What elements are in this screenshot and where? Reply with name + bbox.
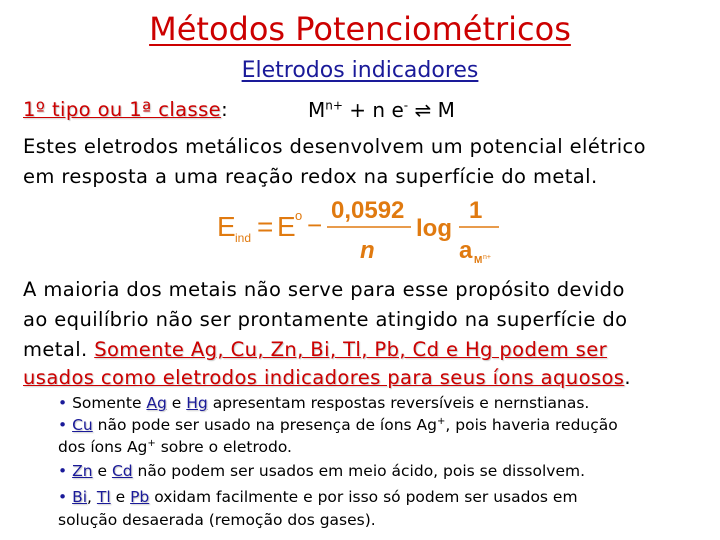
- bullet-bi-tl-pb: [58, 488, 578, 506]
- element-cd: Cd: [111, 462, 133, 480]
- paragraph-line-4-end: .: [624, 366, 631, 389]
- page-subtitle: Eletrodos indicadores: [241, 58, 479, 83]
- bullet-text: e: [92, 462, 112, 480]
- formula-minus: −: [307, 210, 323, 240]
- bullet-text: ,: [87, 488, 97, 506]
- bullet-text: oxidam facilmente e por isso só podem ser usados em: [149, 488, 578, 506]
- bullet-text: não pode ser usado na presença de íons Ag: [92, 416, 437, 435]
- element-tl: Tl: [96, 488, 111, 506]
- paragraph-line-3: [23, 338, 607, 361]
- bullet-marker: •: [58, 416, 68, 435]
- formula-lhs-sub: ind: [235, 231, 252, 245]
- formula-frac-den-sub: M: [474, 255, 483, 266]
- reaction-minus: -: [403, 98, 409, 113]
- bullet-text: Somente: [72, 394, 147, 412]
- bullet-text: e: [110, 488, 131, 506]
- bullet-text: sobre o eletrodo.: [155, 438, 292, 457]
- bullet-cu-continued: [58, 438, 292, 456]
- bullet-zn-cd: [58, 462, 585, 480]
- class-heading: [23, 98, 228, 121]
- element-bi: Bi: [72, 488, 88, 506]
- paragraph-line-2: ao equilíbrio não ser prontamente atingido na superfície do: [23, 308, 628, 331]
- element-cu: Cu: [72, 416, 93, 435]
- element-hg: Hg: [186, 394, 208, 412]
- charge-sup: +: [437, 416, 446, 427]
- paragraph-line-1: A maioria dos metais não serve para esse propósito devido: [23, 278, 625, 301]
- reaction-metal-ion: M: [308, 98, 326, 122]
- formula-log: log: [416, 215, 452, 242]
- charge-sup: +: [147, 438, 156, 449]
- equilibrium-arrow-icon: ⇌: [414, 98, 432, 122]
- reaction-electrons: + n e: [342, 98, 404, 122]
- formula-frac-den: a: [459, 237, 473, 264]
- intro-line-2: em resposta a uma reação redox na superfície do metal.: [23, 165, 598, 188]
- paragraph-line-4-highlight: usados como eletrodos indicadores para seus íons aquosos: [23, 366, 625, 389]
- bullet-text: , pois haveria redução: [445, 416, 618, 435]
- bullet-bi-tl-pb-continued: solução desaerada (remoção dos gases).: [58, 511, 376, 529]
- bullet-marker: •: [58, 488, 68, 506]
- bullet-text: não podem ser usados em meio ácido, pois se dissolvem.: [132, 462, 586, 480]
- page-title: Métodos Potenciométricos: [149, 10, 571, 48]
- element-zn: Zn: [72, 462, 93, 480]
- formula-equals: =: [257, 211, 274, 242]
- half-reaction: [308, 98, 455, 122]
- bullet-text: apresentam respostas reversíveis e nernstianas.: [207, 394, 590, 412]
- bullet-text: dos íons Ag: [58, 438, 148, 457]
- bullet-cu: [58, 416, 618, 434]
- reaction-product: M: [437, 98, 455, 122]
- nernst-formula: [215, 192, 505, 266]
- bullet-marker: •: [58, 394, 68, 412]
- formula-e0: E: [277, 211, 296, 242]
- formula-lhs: E: [217, 211, 236, 242]
- element-pb: Pb: [130, 488, 150, 506]
- bullet-ag-hg: [58, 394, 589, 412]
- paragraph-line-3-plain: metal.: [23, 338, 95, 361]
- formula-frac-den-sup: n+: [483, 254, 491, 261]
- bullet-marker: •: [58, 462, 68, 480]
- class-colon: :: [221, 98, 229, 121]
- class-label: 1º tipo ou 1ª classe: [23, 98, 222, 121]
- bullet-text: e: [166, 394, 187, 412]
- formula-denominator: n: [360, 237, 375, 264]
- formula-numerator: 0,0592: [331, 197, 405, 224]
- paragraph-line-4: [23, 366, 631, 389]
- intro-line-1: Estes eletrodos metálicos desenvolvem um potencial elétrico: [23, 135, 646, 158]
- formula-frac-num: 1: [469, 197, 483, 224]
- formula-e0-sup: o: [295, 208, 303, 223]
- element-ag: Ag: [146, 394, 167, 412]
- paragraph-line-3-highlight: Somente Ag, Cu, Zn, Bi, Tl, Pb, Cd e Hg podem ser: [94, 338, 608, 361]
- reaction-charge: n+: [325, 98, 343, 113]
